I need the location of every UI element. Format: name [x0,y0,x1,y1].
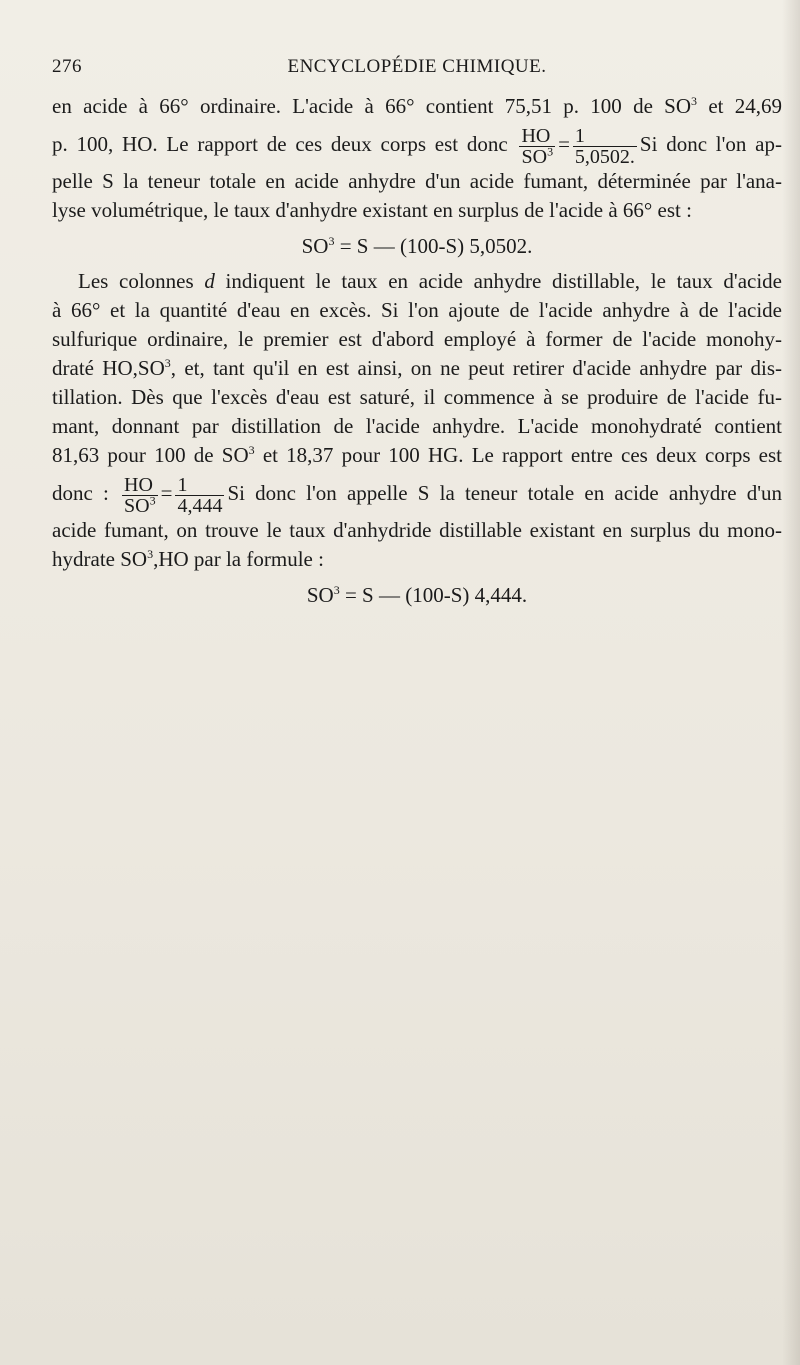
paragraph-1-line-1: en acide à 66° ordinaire. L'acide à 66° contient 75,51 p. 100 de $SO^3$ et 24,69 [52,94,783,118]
fraction-ho-so3-2: $\frac{HO}{SO^3}$ [124,473,156,517]
formula-2: $SO^3 = S$ — (100-S) 4,444. [306,583,528,607]
paragraph-1-line-3: pelle S la teneur totale en acide anhydre d'un acide fumant, déterminée par l'ana- [52,169,782,193]
paragraph-2-line-4: draté $HO,SO^3$, et, tant qu'il en est ainsi, on ne peut retirer d'acide anhydre par dis- [52,356,782,380]
paragraph-2-line-7: 81,63 pour 100 de $SO^3$ et 18,37 pour 100 HG. Le rapport entre ces deux corps est [52,443,782,467]
running-title: ENCYCLOPÉDIE CHIMIQUE. [287,56,547,77]
paragraph-2-line-6: mant, donnant par distillation de l'acide anhydre. L'acide monohydraté contient [52,414,782,438]
fraction-ho-so3: $\frac{HO}{SO^3}$ [521,124,554,168]
paragraph-2-line-9: acide fumant, on trouve le taux d'anhydride distillable existant en surplus du mono- [52,518,782,542]
body-text [52,92,782,616]
paragraph-2-line-1: Les colonnes d indiquent le taux en acide anhydre distillable, le taux d'acide [78,269,782,293]
page-header [52,56,782,84]
fraction-1-over-4-444: $\frac{1}{4,444}$ [177,473,223,517]
paragraph-2-line-2: à 66° et la quantité d'eau en excès. Si l'on ajoute de l'acide anhydre à de l'acide [52,298,782,322]
page-number: 276 [52,56,82,77]
paragraph-1-line-2: p. 100, HO. Le rapport de ces deux corps est donc $\frac{HO}{SO^3}$ = $\frac{1}{5,0502.}$ Si donc l'on ap- [52,124,782,168]
formula-1: $SO^3 = S$ — (100-S) 5,0502. [301,234,533,258]
paragraph-2-line-5: tillation. Dès que l'excès d'eau est saturé, il commence à se produire de l'acide fu- [52,385,782,409]
paragraph-2-line-10: hydrate $SO^3,HO$ par la formule : [52,547,324,571]
fraction-1-over-5-0502: $\frac{1}{5,0502.}$ [574,124,635,168]
page-edge-shadow [782,0,800,1365]
paragraph-2-line-3: sulfurique ordinaire, le premier est d'abord employé à former de l'acide monohy- [52,327,782,351]
paragraph-1-line-4: lyse volumétrique, le taux d'anhydre existant en surplus de l'acide à 66° est : [52,198,692,222]
paragraph-2-line-8: donc : $\frac{HO}{SO^3}$ = $\frac{1}{4,444}$ Si donc l'on appelle S la teneur totale en acide anhydre d'un [52,473,783,517]
